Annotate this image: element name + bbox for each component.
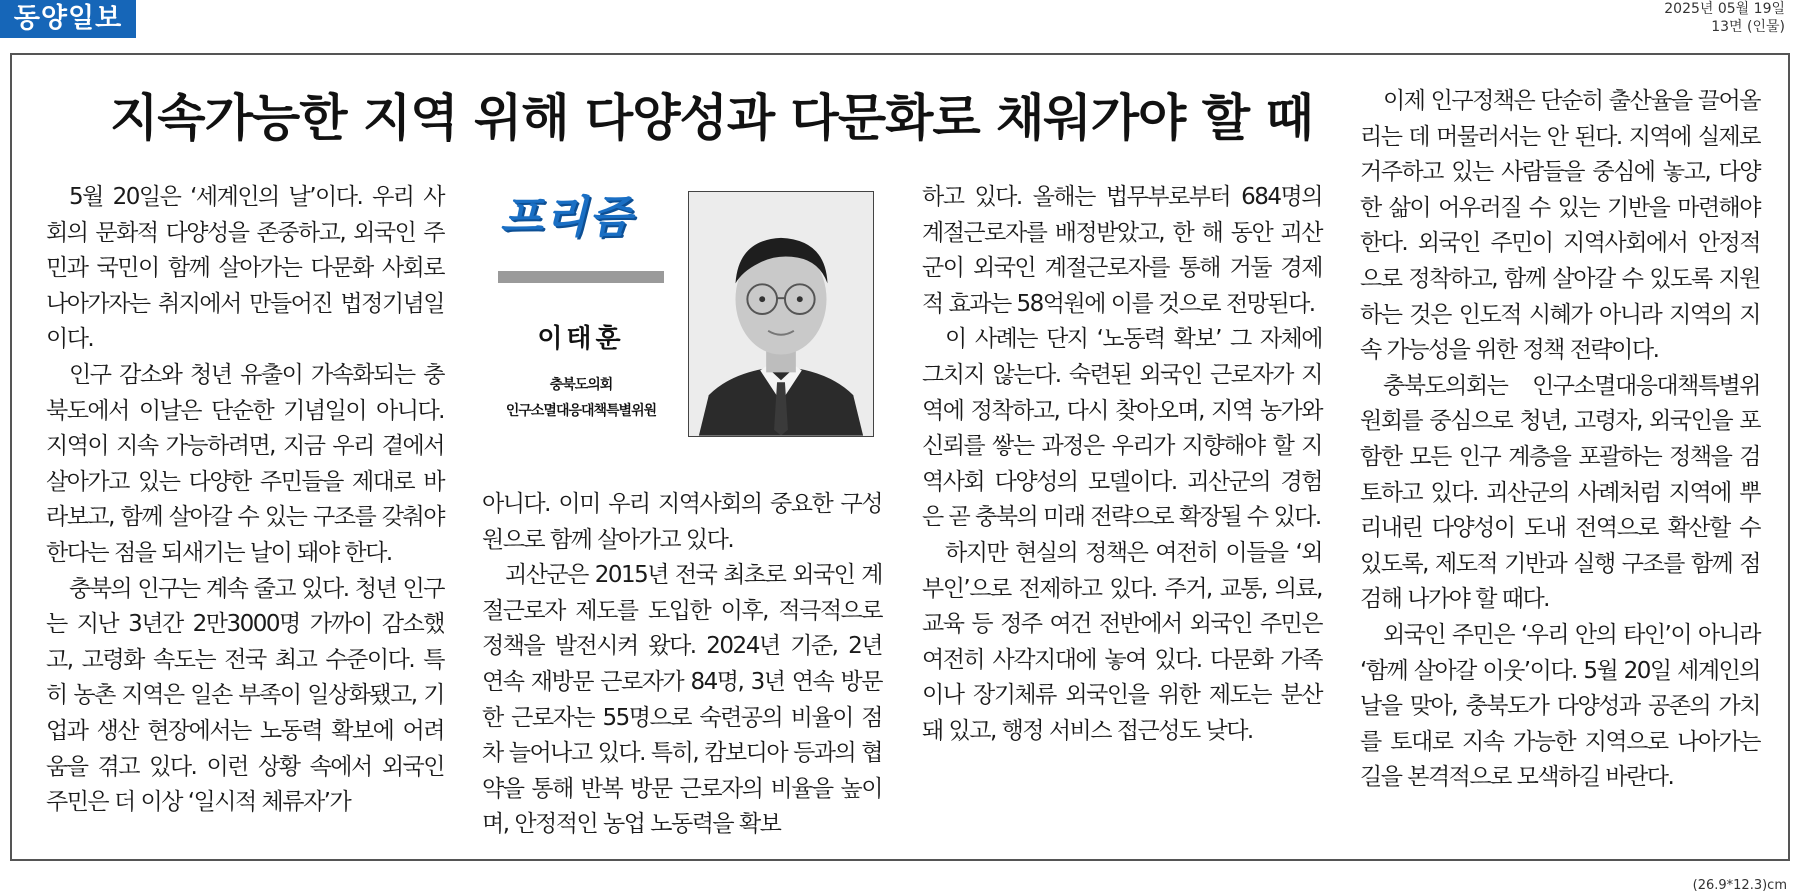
paragraph: 이제 인구정책은 단순히 출산율을 끌어올리는 데 머물러서는 안 된다. 지역에 실제로 거주하고 있는 사람들을 중심에 놓고, 다양한 삶이 어우러질 수 있는 기반을 마련해야 한다. 외국인 주민이 지역사회에서 안정적으로 정착하고, 함께 살아갈 수 있도록 지원하는 것은 인도적 시혜가 아니라 지역의 지속 가능성을 위한 정책 전략이다. xyxy=(1360,88,1760,364)
author-position: 인구소멸대응대책특별위원 xyxy=(505,403,657,419)
paragraph: 이 사례는 단지 ‘노동력 확보’ 그 자체에 그치지 않는다. 숙련된 외국인 근로자가 지역에 정착하고, 다시 찾아오며, 지역 농가와 신뢰를 쌓는 과정은 우리가 지향해야 할 지역사회 다양성의 모델이다. 괴산군의 경험은 곧 충북의 미래 전략으로 확장될 수 있다. xyxy=(922,326,1322,531)
paragraph: 괴산군은 2015년 전국 최초로 외국인 계절근로자 제도를 도입한 이후, 적극적으로 정책을 발전시켜 왔다. 2024년 기준, 2년 연속 재방문 근로자가 84명, 3년 연속 방문한 근로자는 55명으로 숙련공의 비율이 점차 늘어나고 있다. 특히, 캄보디아 등과의 협약을 통해 반복 방문 근로자의 비율을 높이며, 안정적인 농업 노동력을 확보 xyxy=(482,562,882,838)
clipping-size-note: (26.9*12.3)cm xyxy=(1692,878,1787,893)
author-name: 이태훈 xyxy=(537,324,625,354)
paragraph: 인구 감소와 청년 유출이 가속화되는 충북도에서 이날은 단순한 기념일이 아니다. 지역이 지속 가능하려면, 지금 우리 곁에서 살아가고 있는 다양한 주민들을 제대로 바라보고, 함께 살아갈 수 있는 구조를 갖춰야 한다는 점을 되새기는 날이 돼야 한다. xyxy=(46,361,444,566)
portrait-image xyxy=(689,192,873,436)
paragraph: 하고 있다. 올해는 법무부로부터 684명의 계절근로자를 배정받았고, 한 해 동안 괴산군이 외국인 계절근로자를 통해 거둘 경제적 효과는 58억원에 이를 것으로 전망된다. xyxy=(922,184,1322,317)
page-info: 13면 (인물) xyxy=(1711,19,1785,35)
article-column-3 xyxy=(922,180,1322,750)
paragraph: 외국인 주민은 ‘우리 안의 타인’이 아니라 ‘함께 살아갈 이웃’이다. 5월 20일 세계인의 날을 맞아, 충북도가 다양성과 공존의 가치를 토대로 지속 가능한 지역으로 나아가는 길을 본격적으로 모색하길 바란다. xyxy=(1360,621,1760,791)
paragraph: 충북의 인구는 계속 줄고 있다. 청년 인구는 지난 3년간 2만3000명 가까이 감소했고, 고령화 속도는 전국 최고 수준이다. 특히 농촌 지역은 일손 부족이 일상화됐고, 기업과 생산 현장에서는 노동력 확보에 어려움을 겪고 있다. 이런 상황 속에서 외국인 주민은 더 이상 ‘일시적 체류자’가 xyxy=(46,575,444,816)
article-column-4 xyxy=(1360,84,1760,796)
issue-meta xyxy=(1664,0,1785,36)
author-photo xyxy=(688,191,874,437)
author-title xyxy=(488,372,674,424)
paragraph: 충북도의회는 인구소멸대응대책특별위원회를 중심으로 청년, 고령자, 외국인을 포함한 모든 인구 계층을 포괄하는 정책을 검토하고 있다. 괴산군의 사례처럼 지역에 뿌리내린 다양성이 도내 전역으로 확산할 수 있도록, 제도적 기반과 실행 구조를 함께 점검해 나가야 할 때다. xyxy=(1360,372,1760,613)
author-affiliation: 충북도의회 xyxy=(549,377,613,393)
column-brand-logo: 프리즘 xyxy=(500,192,634,243)
newspaper-logo: 동양일보 xyxy=(0,0,136,38)
issue-date: 2025년 05월 19일 xyxy=(1664,1,1785,17)
article-column-1 xyxy=(46,180,444,821)
divider-bar xyxy=(498,271,664,283)
paragraph: 하지만 현실의 정책은 여전히 이들을 ‘외부인’으로 전제하고 있다. 주거, 교통, 의료, 교육 등 정주 여건 전반에서 외국인 주민은 여전히 사각지대에 놓여 있다. 다문화 가족이나 장기체류 외국인을 위한 제도는 분산돼 있고, 행정 서비스 접근성도 낮다. xyxy=(922,539,1322,744)
paragraph: 5월 20일은 ‘세계인의 날’이다. 우리 사회의 문화적 다양성을 존중하고, 외국인 주민과 국민이 함께 살아가는 다문화 사회로 나아가자는 취지에서 만들어진 법정기념일이다. xyxy=(46,184,444,353)
paragraph: 아니다. 이미 우리 지역사회의 중요한 구성원으로 함께 살아가고 있다. xyxy=(482,491,882,553)
article-headline: 지속가능한 지역 위해 다양성과 다문화로 채워가야 할 때 xyxy=(110,88,1313,147)
article-column-2 xyxy=(482,487,882,843)
